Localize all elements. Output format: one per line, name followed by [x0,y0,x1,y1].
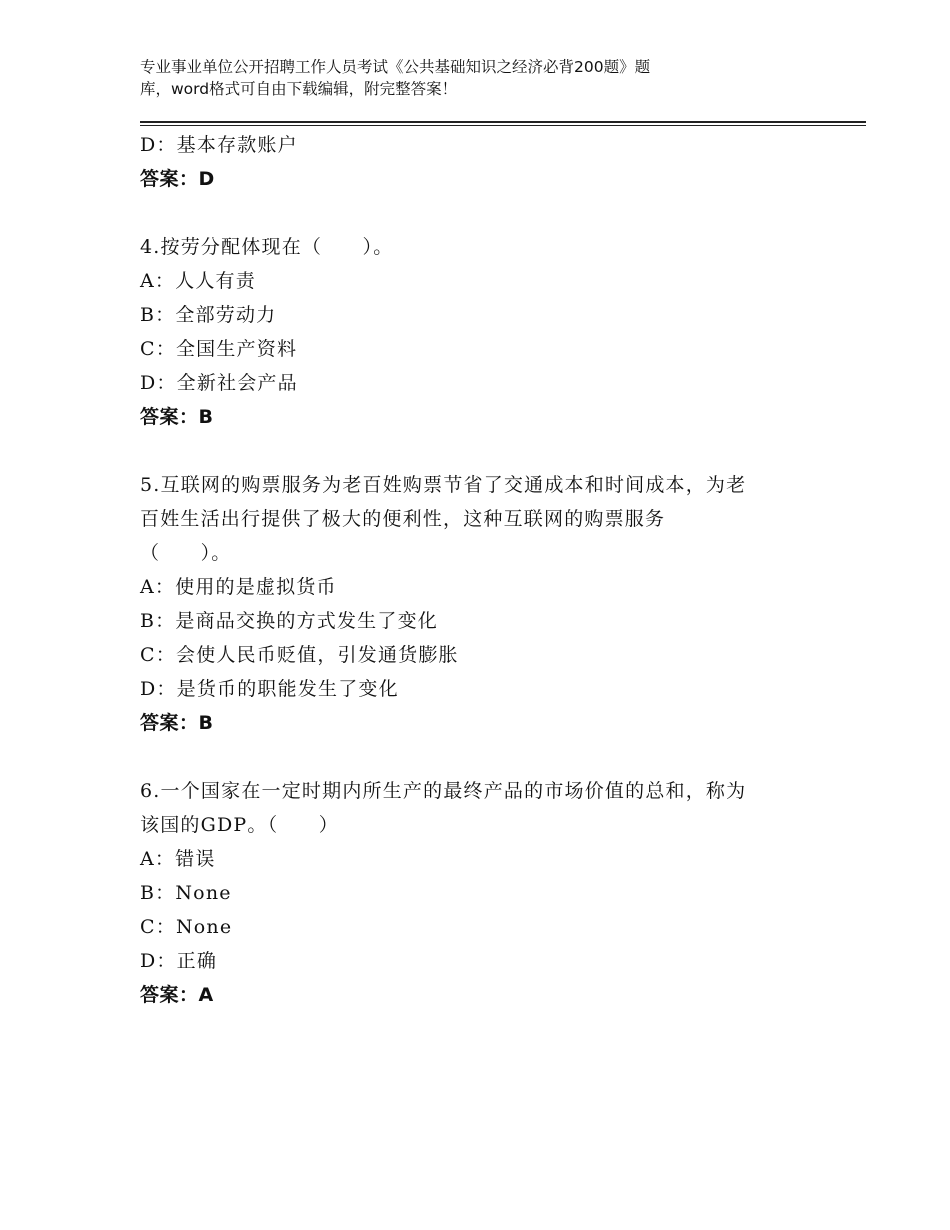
question-6 [140,774,840,1012]
prev-question-tail [140,128,840,196]
header-rule-thick [140,121,866,123]
option-c: C：None [140,916,233,938]
document-title-line-2: 库，word格式可自由下载编辑，附完整答案！ [140,80,458,98]
answer-line: 答案：B [140,406,214,428]
option-a: A：使用的是虚拟货币 [140,576,337,598]
question-list [140,128,840,1012]
question-5 [140,468,840,740]
answer-line: 答案：D [140,168,215,190]
document-header [140,56,780,100]
answer-line: 答案：B [140,712,214,734]
answer-line: 答案：A [140,984,214,1006]
option-d: D：是货币的职能发生了变化 [140,678,399,700]
question-stem: 6.一个国家在一定时期内所生产的最终产品的市场价值的总和，称为 [140,780,747,802]
option-d: D：全新社会产品 [140,372,298,394]
question-stem: （ ）。 [140,542,232,564]
option-a: A：人人有责 [140,270,256,292]
question-stem: 4.按劳分配体现在（ ）。 [140,236,394,258]
header-rule-thin [140,125,866,126]
question-stem: 5.互联网的购票服务为老百姓购票节省了交通成本和时间成本，为老 [140,474,747,496]
option-a: A：错误 [140,848,216,870]
option-b: B：全部劳动力 [140,304,277,326]
option-b: B：是商品交换的方式发生了变化 [140,610,438,632]
option-d: D：正确 [140,950,218,972]
question-4 [140,230,840,434]
option-d: D：基本存款账户 [140,134,298,156]
option-b: B：None [140,882,232,904]
question-stem: 该国的GDP。（ ） [140,814,339,836]
question-stem: 百姓生活出行提供了极大的便利性，这种互联网的购票服务 [140,508,666,530]
option-c: C：全国生产资料 [140,338,298,360]
document-title-line-1: 专业事业单位公开招聘工作人员考试《公共基础知识之经济必背200题》题 [140,58,651,76]
option-c: C：会使人民币贬值，引发通货膨胀 [140,644,459,666]
